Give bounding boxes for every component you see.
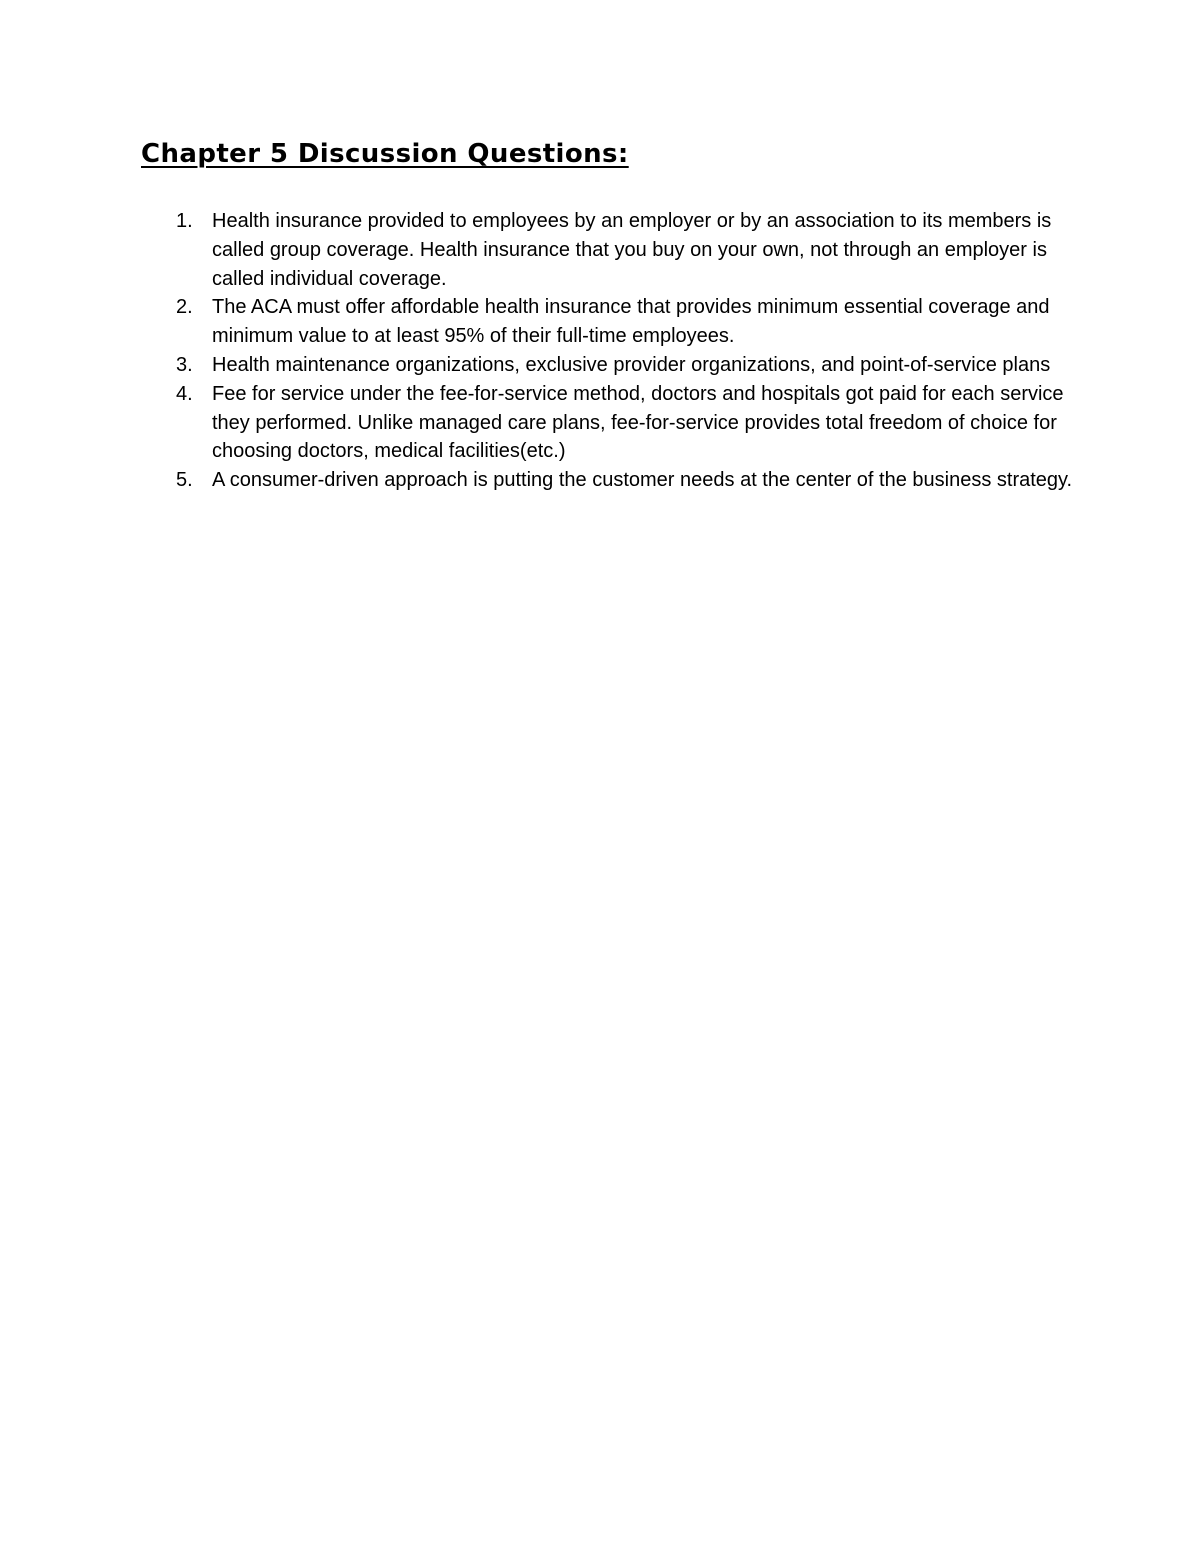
page-title: Chapter 5 Discussion Questions:: [141, 139, 629, 169]
list-item-number: 3.: [176, 353, 193, 376]
list-item: [176, 207, 1082, 293]
answer-list: [176, 207, 1082, 495]
list-item-text: Health maintenance organizations, exclusive provider organizations, and point-of-service plans: [212, 353, 1051, 376]
list-item: [176, 380, 1082, 466]
list-item-text: A consumer-driven approach is putting the customer needs at the center of the business strategy.: [212, 469, 1073, 492]
list-item-number: 5.: [176, 469, 193, 492]
list-item: [176, 351, 1082, 380]
list-item: [176, 293, 1082, 351]
list-item-text: The ACA must offer affordable health insurance that provides minimum essential coverage and minimum value to at least 95% of their full-time employees.: [212, 296, 1050, 348]
list-item-text: Health insurance provided to employees by an employer or by an association to its members is called group coverage. Health insurance that you buy on your own, not through an employer is called individual coverage.: [212, 210, 1052, 290]
list-item-number: 1.: [176, 210, 193, 232]
list-item-text: Fee for service under the fee-for-service method, doctors and hospitals got paid for each service they performed. Unlike managed care plans, fee-for-service provides total freedom of choice for choosing doctors, medical facilities(etc.): [212, 382, 1064, 463]
list-item-number: 2.: [176, 296, 193, 319]
list-item-number: 4.: [176, 382, 193, 405]
list-item: [176, 466, 1082, 495]
